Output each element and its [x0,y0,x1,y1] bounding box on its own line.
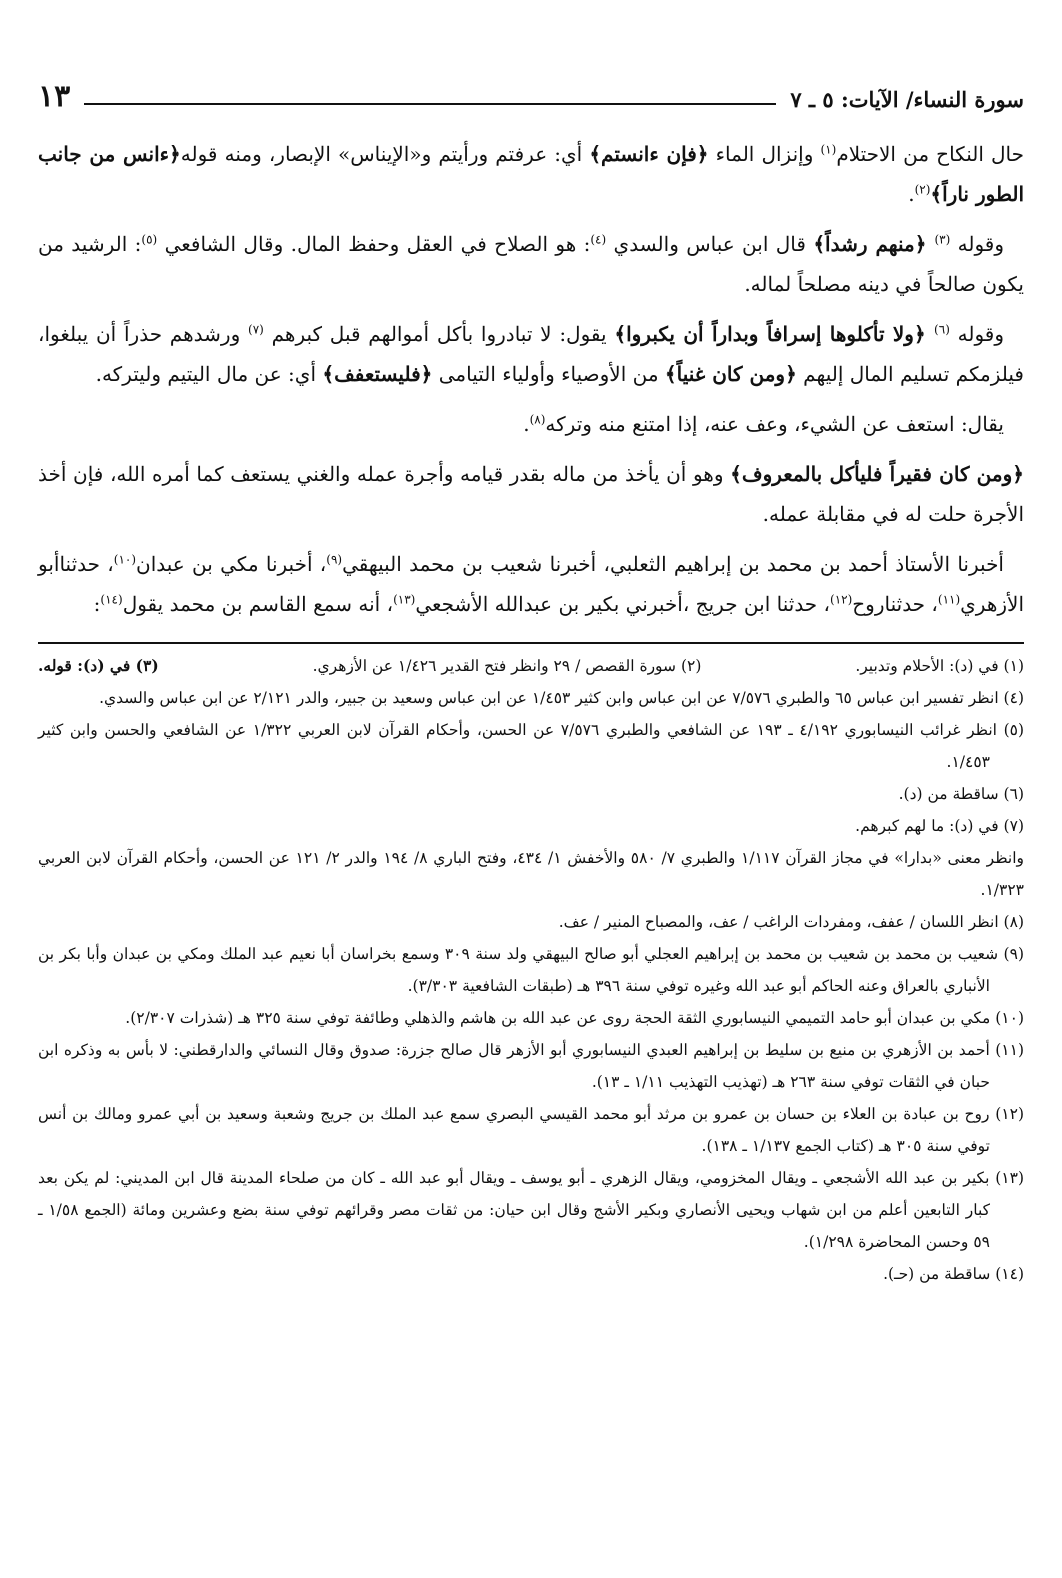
quran-quote: ﴿ءانس من جانب الطور ناراً﴾ [38,142,1024,206]
footnote-1: (١) في (د): الأحلام وتدبير. [855,657,1024,675]
text-run: أي: عن مال اليتيم وليتركه. [95,362,323,386]
footnote-row-1-3 [38,650,1024,682]
page-number: ١٣ [38,79,71,114]
quran-quote: ﴿ومن كان غنياً﴾ [664,362,797,386]
footnote-7-continued: وانظر معنى «بدارا» في مجاز القرآن ١/١١٧ والطبري ٧/ ٥٨٠ والأخفش ١/ ٤٣٤، وفتح الباري ٨/ ١٩٤ والدر ٢/ ١٢١ عن الحسن، وأحكام القرآن لابن العربي ١/٣٢٣. [38,849,1025,899]
footnote-ref-7[interactable]: (٧) [248,322,264,337]
footnote-4: (٤) انظر تفسير ابن عباس ٦٥ والطبري ٧/٥٧٦ عن ابن عباس وابن كثير ١/٤٥٣ عن ابن عباس وسعيد بن جبير، والدر ٢/١٢١ عن ابن عباس والسدي. [99,689,1024,707]
paragraph-2 [38,224,1024,304]
paragraph-6 [38,544,1024,624]
footnote-6: (٦) ساقطة من (د). [898,785,1024,803]
footnote-ref-9[interactable]: (٩) [326,552,343,567]
paragraph-3 [38,314,1024,394]
footnote-7: (٧) في (د): ما لهم كبرهم. [855,817,1024,835]
text-run: أي: عرفتم ورأيتم و«الإيناس» الإبصار، ومنه قوله [180,142,590,166]
text-run: أخبرنا الأستاذ أحمد بن محمد بن إبراهيم الثعلبي، أخبرنا شعيب بن محمد البيهقي [342,552,1004,576]
footnote-ref-6[interactable]: (٦) [934,322,950,337]
footnote-9: (٩) شعيب بن محمد بن شعيب بن محمد بن إبراهيم العجلي أبو صالح البيهقي ولد سنة ٣٠٩ وسمع بخراسان أبا نعيم عبد الملك ومكي بن عبدان وأبا بكر بن الأنباري بالعراق وعنه الحاكم أبو عبد الله وغيره توفي سنة ٣٩٦ هـ (طبقات الشافعية ٣/٣٠٣). [38,945,1024,995]
footnote-ref-10[interactable]: (١٠) [113,552,137,567]
footnote-8: (٨) انظر اللسان / عفف، ومفردات الراغب / عف، والمصباح المنير / عف. [558,913,1024,931]
quran-quote: ﴿فليستعفف﴾ [322,362,433,386]
paragraph-4 [38,404,1024,444]
footnote-13: (١٣) بكير بن عبد الله الأشجعي ـ ويقال المخزومي، ويقال الزهري ـ أبو يوسف ـ ويقال أبو عبد الله ـ كان من صلحاء المدينة قال ابن المديني: لم يكن بعد كبار التابعين أعلم من ابن شهاب ويحيى الأنصاري وبكير الأشج وقال ابن حيان: من ثقات مصر وقرائهم توفي سنة بضع وعشرين ومائة (الجمع ١/٥٨ ـ ٥٩ وحسن المحاضرة ١/٢٩٨). [38,1169,1024,1251]
quran-quote: ﴿ومن كان فقيراً فليأكل بالمعروف﴾ [730,462,1024,486]
footnote-ref-14[interactable]: (١٤) [100,592,123,607]
text-run: ، أخبرنا مكي بن عبدان [136,552,327,576]
header-rule [84,103,776,105]
paragraph-5 [38,454,1024,534]
text-run: ، حدثنا ابن جريج ،أخبرني بكير بن عبدالله الأشجعي [415,592,830,616]
text-run: يقول: لا تبادروا بأكل أموالهم قبل كبرهم [263,322,615,346]
footnote-3: (٣) في (د): قوله. [38,656,159,675]
page-header [38,72,1024,112]
text-run: قال ابن عباس والسدي [606,232,814,256]
footnote-ref-13[interactable]: (١٣) [393,592,416,607]
text-run: . [523,412,530,436]
text-run: وقوله [950,232,1004,256]
running-title: سورة النساء/ الآيات: ٥ ـ ٧ [790,87,1024,112]
footnote-ref-12[interactable]: (١٢) [830,592,853,607]
text-run: من الأوصياء وأولياء التيامى [432,362,665,386]
footnote-14: (١٤) ساقطة من (حـ). [883,1265,1024,1283]
text-run: وقوله [949,322,1005,346]
footnote-10: (١٠) مكي بن عبدان أبو حامد التميمي النيسابوري الثقة الحجة روى عن عبد الله بن هاشم والذهلي وطائفة توفي سنة ٣٢٥ هـ (شذرات ٢/٣٠٧). [125,1009,1024,1027]
footnote-ref-8[interactable]: (٨) [529,412,546,427]
footnote-ref-3[interactable]: (٣) [934,232,951,247]
text-run: وهو أن يأخذ من ماله بقدر قيامه وأجرة عمله والغني يستعف كما أمره الله، فإن أخذ الأجرة حلت له في مقابلة عمله. [38,462,1024,526]
text-run: : [93,592,101,616]
main-text [38,134,1024,624]
footnote-ref-1[interactable]: (١) [820,142,837,157]
footnote-11: (١١) أحمد بن الأزهري بن منيع بن سليط بن إبراهيم العبدي النيسابوري أبو الأزهر قال صالح جزرة: صدوق وقال النسائي والدارقطني: لا بأس به وذكره ابن حبان في الثقات توفي سنة ٢٦٣ هـ (تهذيب التهذيب ١/١١ ـ ١٣). [38,1041,1024,1091]
text-run: ورشدهم حذراً أن يبلغوا، فيلزمكم تسليم المال إليهم [38,322,1024,386]
quran-quote: ﴿منهم رشداً﴾ [813,232,935,256]
footnote-ref-11[interactable]: (١١) [937,592,961,607]
text-run: وإنزال الماء [708,142,821,166]
footnotes-section [38,642,1024,1290]
paragraph-1 [38,134,1024,214]
footnote-12: (١٢) روح بن عبادة بن العلاء بن حسان بن عمرو بن مرثد أبو محمد القيسي البصري سمع عبد الملك بن جريج وشعبة وسعيد بن أبي عمرو ومالك بن أنس توفي سنة ٣٠٥ هـ (كتاب الجمع ١/١٣٧ ـ ١٣٨). [38,1105,1024,1155]
text-run: ، حدثناأبو الأزهري [38,552,1024,616]
text-run: حال النكاح من الاحتلام [836,142,1024,166]
text-run: : هو الصلاح في العقل وحفظ المال. وقال الشافعي [157,232,591,256]
quran-quote: ﴿فإن ءانستم﴾ [589,142,709,166]
footnote-ref-4[interactable]: (٤) [590,232,607,247]
quran-quote: ﴿ولا تأكلوها إسرافاً وبداراً أن يكبروا﴾ [614,322,935,346]
text-run: يقال: استعف عن الشيء، وعف عنه، إذا امتنع منه وتركه [545,412,1004,436]
text-run: : الرشيد من يكون صالحاً في دينه مصلحاً لماله. [38,232,1024,296]
text-run: ، حدثناروح [852,592,938,616]
footnote-5: (٥) انظر غرائب النيسابوري ٤/١٩٢ ـ ١٩٣ عن الشافعي والطبري ٧/٥٧٦ عن الحسن، وأحكام القرآن لابن العربي ١/٣٢٢ عن الشافعي والحسن وابن كثير ١/٤٥٣. [38,721,1025,771]
footnote-ref-5[interactable]: (٥) [141,232,158,247]
text-run: . [908,182,915,206]
text-run: ، أنه سمع القاسم بن محمد يقول [122,592,394,616]
footnote-ref-2[interactable]: (٢) [914,182,931,197]
footnote-2: (٢) سورة القصص / ٢٩ وانظر فتح القدير ١/٤٢٦ عن الأزهري. [312,657,702,675]
book-page [38,72,1024,1290]
